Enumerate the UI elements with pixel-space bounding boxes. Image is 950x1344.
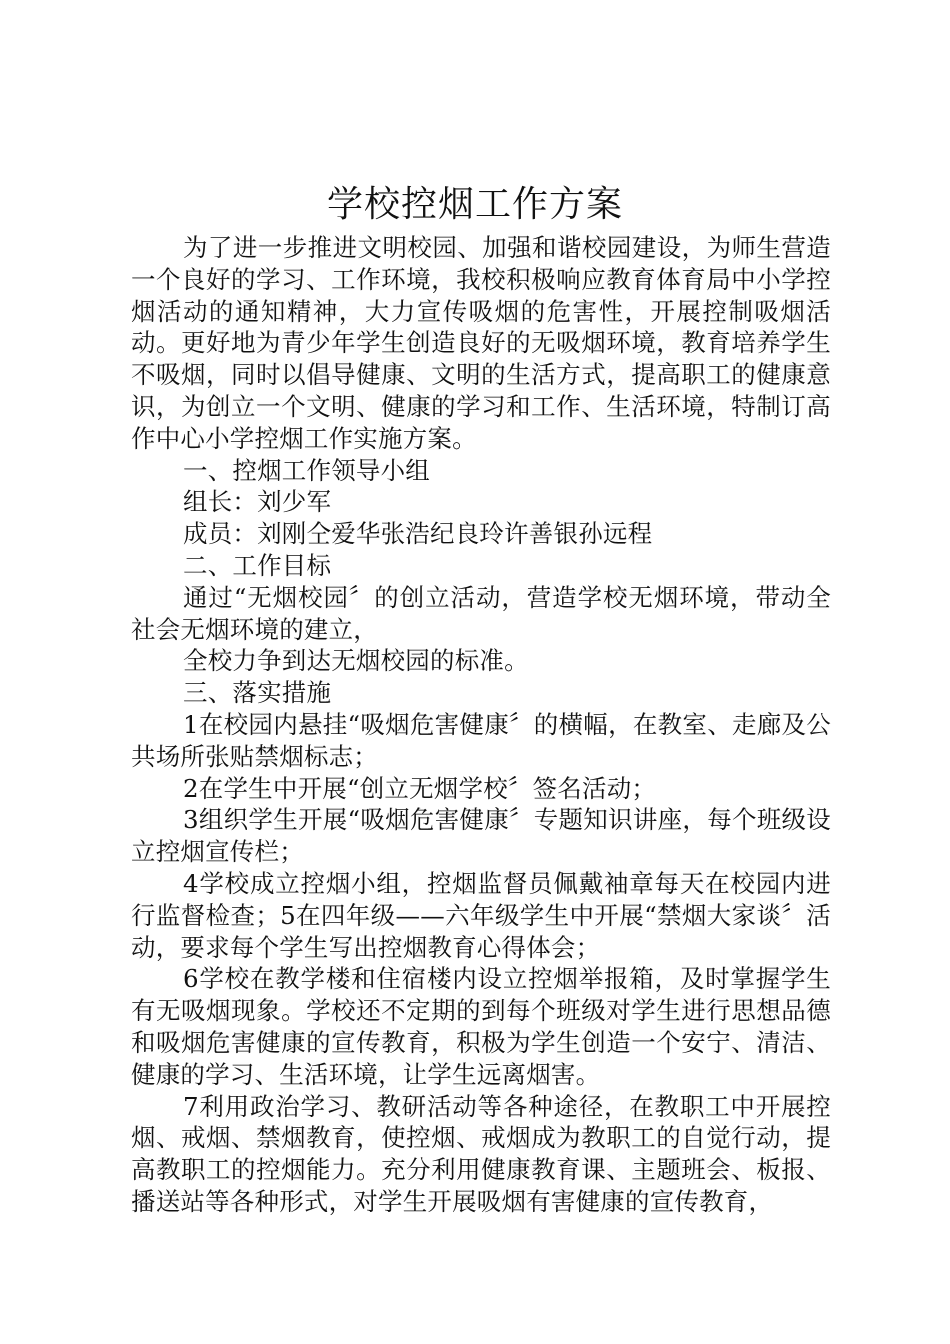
paragraph-measure-2: 2在学生中开展“创立无烟学校〞签名活动；	[183, 773, 657, 803]
section-heading-measures: 三、落实措施	[183, 678, 332, 708]
paragraph-members: 成员：刘刚仝爱华张浩纪良玲许善银孙远程	[183, 519, 653, 549]
paragraph-goal-1: 通过“无烟校园〞的创立活动，营造学校无烟环境，带动全社会无烟环境的建立，	[131, 582, 831, 644]
section-heading-goals: 二、工作目标	[183, 550, 332, 580]
paragraph-goal-2: 全校力争到达无烟校园的标准。	[183, 646, 529, 676]
section-heading-leadership: 一、控烟工作领导小组	[183, 455, 430, 485]
paragraph-measure-3: 3组织学生开展“吸烟危害健康〞专题知识讲座，每个班级设立控烟宣传栏；	[131, 805, 831, 867]
paragraph-measure-1: 1在校园内悬挂“吸烟危害健康〞的横幅，在教室、走廊及公共场所张贴禁烟标志；	[131, 709, 831, 771]
paragraph-measure-7: 7利用政治学习、教研活动等各种途径，在教职工中开展控烟、戒烟、禁烟教育，使控烟、戒烟成为教职工的自觉行动，提高教职工的控烟能力。充分利用健康教育课、主题班会、板报、播送站等各种形式，对学生开展吸烟有害健康的宣传教育，	[131, 1091, 831, 1216]
paragraph-measure-6: 6学校在教学楼和住宿楼内设立控烟举报箱，及时掌握学生有无吸烟现象。学校还不定期的到每个班级对学生进行思想品德和吸烟危害健康的宣传教育，积极为学生创造一个安宁、清洁、健康的学习、生活环境，让学生远离烟害。	[131, 964, 831, 1089]
document-title: 学校控烟工作方案	[326, 184, 623, 225]
paragraph-leader: 组长：刘少军	[183, 487, 332, 517]
document-body	[131, 232, 831, 1218]
paragraph-intro: 为了进一步推进文明校园、加强和谐校园建设，为师生营造一个良好的学习、工作环境，我校积极响应教育体育局中小学控烟活动的通知精神，大力宣传吸烟的危害性，开展控制吸烟活动。更好地为青少年学生创造良好的无吸烟环境，教育培养学生不吸烟，同时以倡导健康、文明的生活方式，提高职工的健康意识，为创立一个文明、健康的学习和工作、生活环境，特制订高作中心小学控烟工作实施方案。	[131, 233, 831, 453]
paragraph-measure-4-5: 4学校成立控烟小组，控烟监督员佩戴袖章每天在校园内进行监督检查；5在四年级——六年级学生中开展“禁烟大家谈〞活动，要求每个学生写出控烟教育心得体会；	[131, 868, 831, 962]
